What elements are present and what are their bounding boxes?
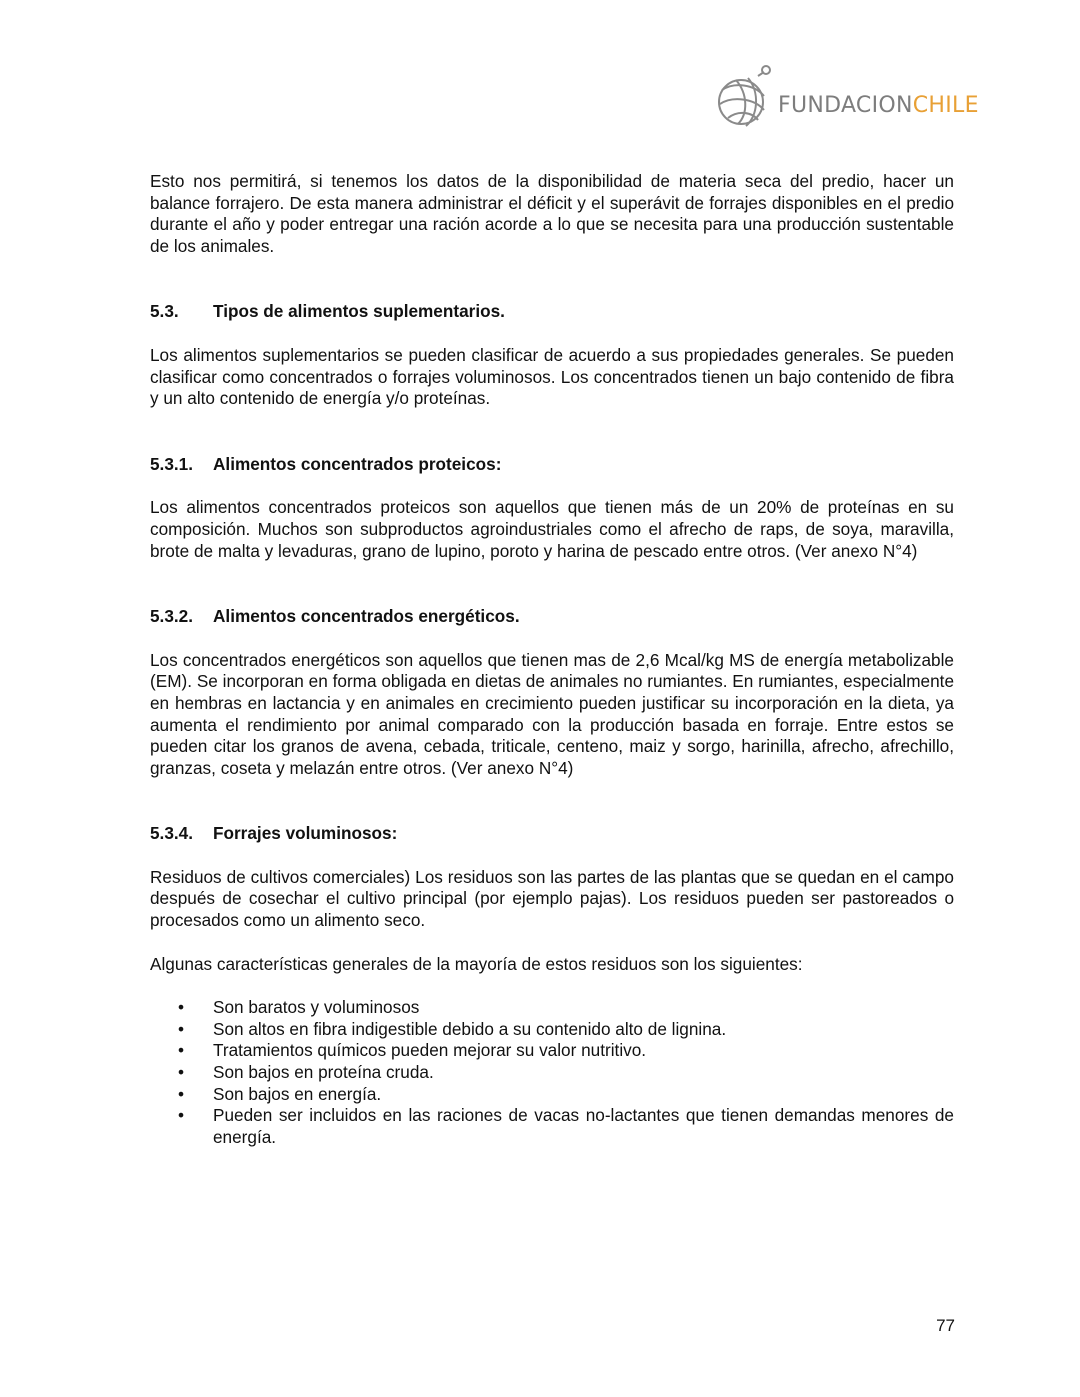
section-paragraph: Los alimentos suplementarios se pueden clasificar de acuerdo a sus propiedades generales. Se pueden clasificar como concentrados o forrajes voluminosos. Los concentrados tienen un bajo contenido de fibra y un alto contenido de energía y/o proteínas. (150, 344, 954, 409)
list-item: • Son baratos y voluminosos (150, 997, 954, 1019)
section-title: Forrajes voluminosos: (213, 823, 398, 844)
fundacion-chile-logo (714, 60, 979, 132)
document-body (150, 171, 954, 1148)
section-paragraph: Los concentrados energéticos son aquellos que tienen mas de 2,6 Mcal/kg MS de energía metabolizable (EM). Se incorporan en forma obligada en dietas de animales no rumiantes. En rumiantes, especialmente en hembras en lactancia y en animales en crecimiento pueden justificar su incorporación en la dieta, ya aumenta el rendimiento por animal comparado con la producción basada en forraje. Entre estos se pueden citar los granos de avena, cebada, triticale, centeno, maiz y sorgo, harinilla, afrecho, afrechillo, granzas, coseta y melazán entre otros. (Ver anexo N°4) (150, 649, 954, 778)
section-title: Tipos de alimentos suplementarios. (213, 301, 505, 322)
page-number: 77 (936, 1316, 955, 1335)
section-paragraph: Residuos de cultivos comerciales) Los residuos son las partes de las plantas que se quedan en el campo después de cosechar el cultivo principal (por ejemplo pajas). Los residuos pueden ser pastoreados o procesados como un alimento seco. (150, 866, 954, 931)
section-heading-5-3-1 (150, 454, 954, 476)
section-title: Alimentos concentrados proteicos: (213, 453, 502, 474)
list-item: • Son bajos en proteína cruda. (150, 1062, 954, 1084)
characteristics-list (150, 997, 954, 1148)
list-item: • Pueden ser incluidos en las raciones de vacas no-lactantes que tienen demandas menores de energía. (150, 1105, 954, 1148)
section-number: 5.3. (150, 301, 179, 322)
globe-swirl-icon (714, 60, 776, 132)
intro-paragraph: Esto nos permitirá, si tenemos los datos de la disponibilidad de materia seca del predio, hacer un balance forrajero. De esta manera administrar el déficit y el superávit de forrajes disponibles en el predio durante el año y poder entregar una ración acorde a lo que se necesita para una producción sustentable de los animales. (150, 171, 954, 256)
section-heading-5-3 (150, 301, 954, 323)
list-item: • Tratamientos químicos pueden mejorar su valor nutritivo. (150, 1040, 954, 1062)
section-heading-5-3-2 (150, 606, 954, 628)
logo-text: FUNDACIONCHILE (778, 93, 979, 118)
section-title: Alimentos concentrados energéticos. (213, 606, 520, 627)
section-paragraph: Los alimentos concentrados proteicos son aquellos que tienen más de un 20% de proteínas en su composición. Muchos son subproductos agroindustriales como el afrecho de raps, de soya, maravilla, brote de malta y levaduras, grano de lupino, poroto y harina de pescado entre otros. (Ver anexo N°4) (150, 497, 954, 561)
section-number: 5.3.4. (150, 823, 194, 844)
section-heading-5-3-4 (150, 823, 954, 845)
section-paragraph-2: Algunas características generales de la mayoría de estos residuos son los siguientes: (150, 953, 803, 974)
section-number: 5.3.1. (150, 453, 194, 474)
list-item: • Son bajos en energía. (150, 1084, 954, 1106)
list-item: • Son altos en fibra indigestible debido a su contenido alto de lignina. (150, 1019, 954, 1041)
section-number: 5.3.2. (150, 606, 194, 627)
